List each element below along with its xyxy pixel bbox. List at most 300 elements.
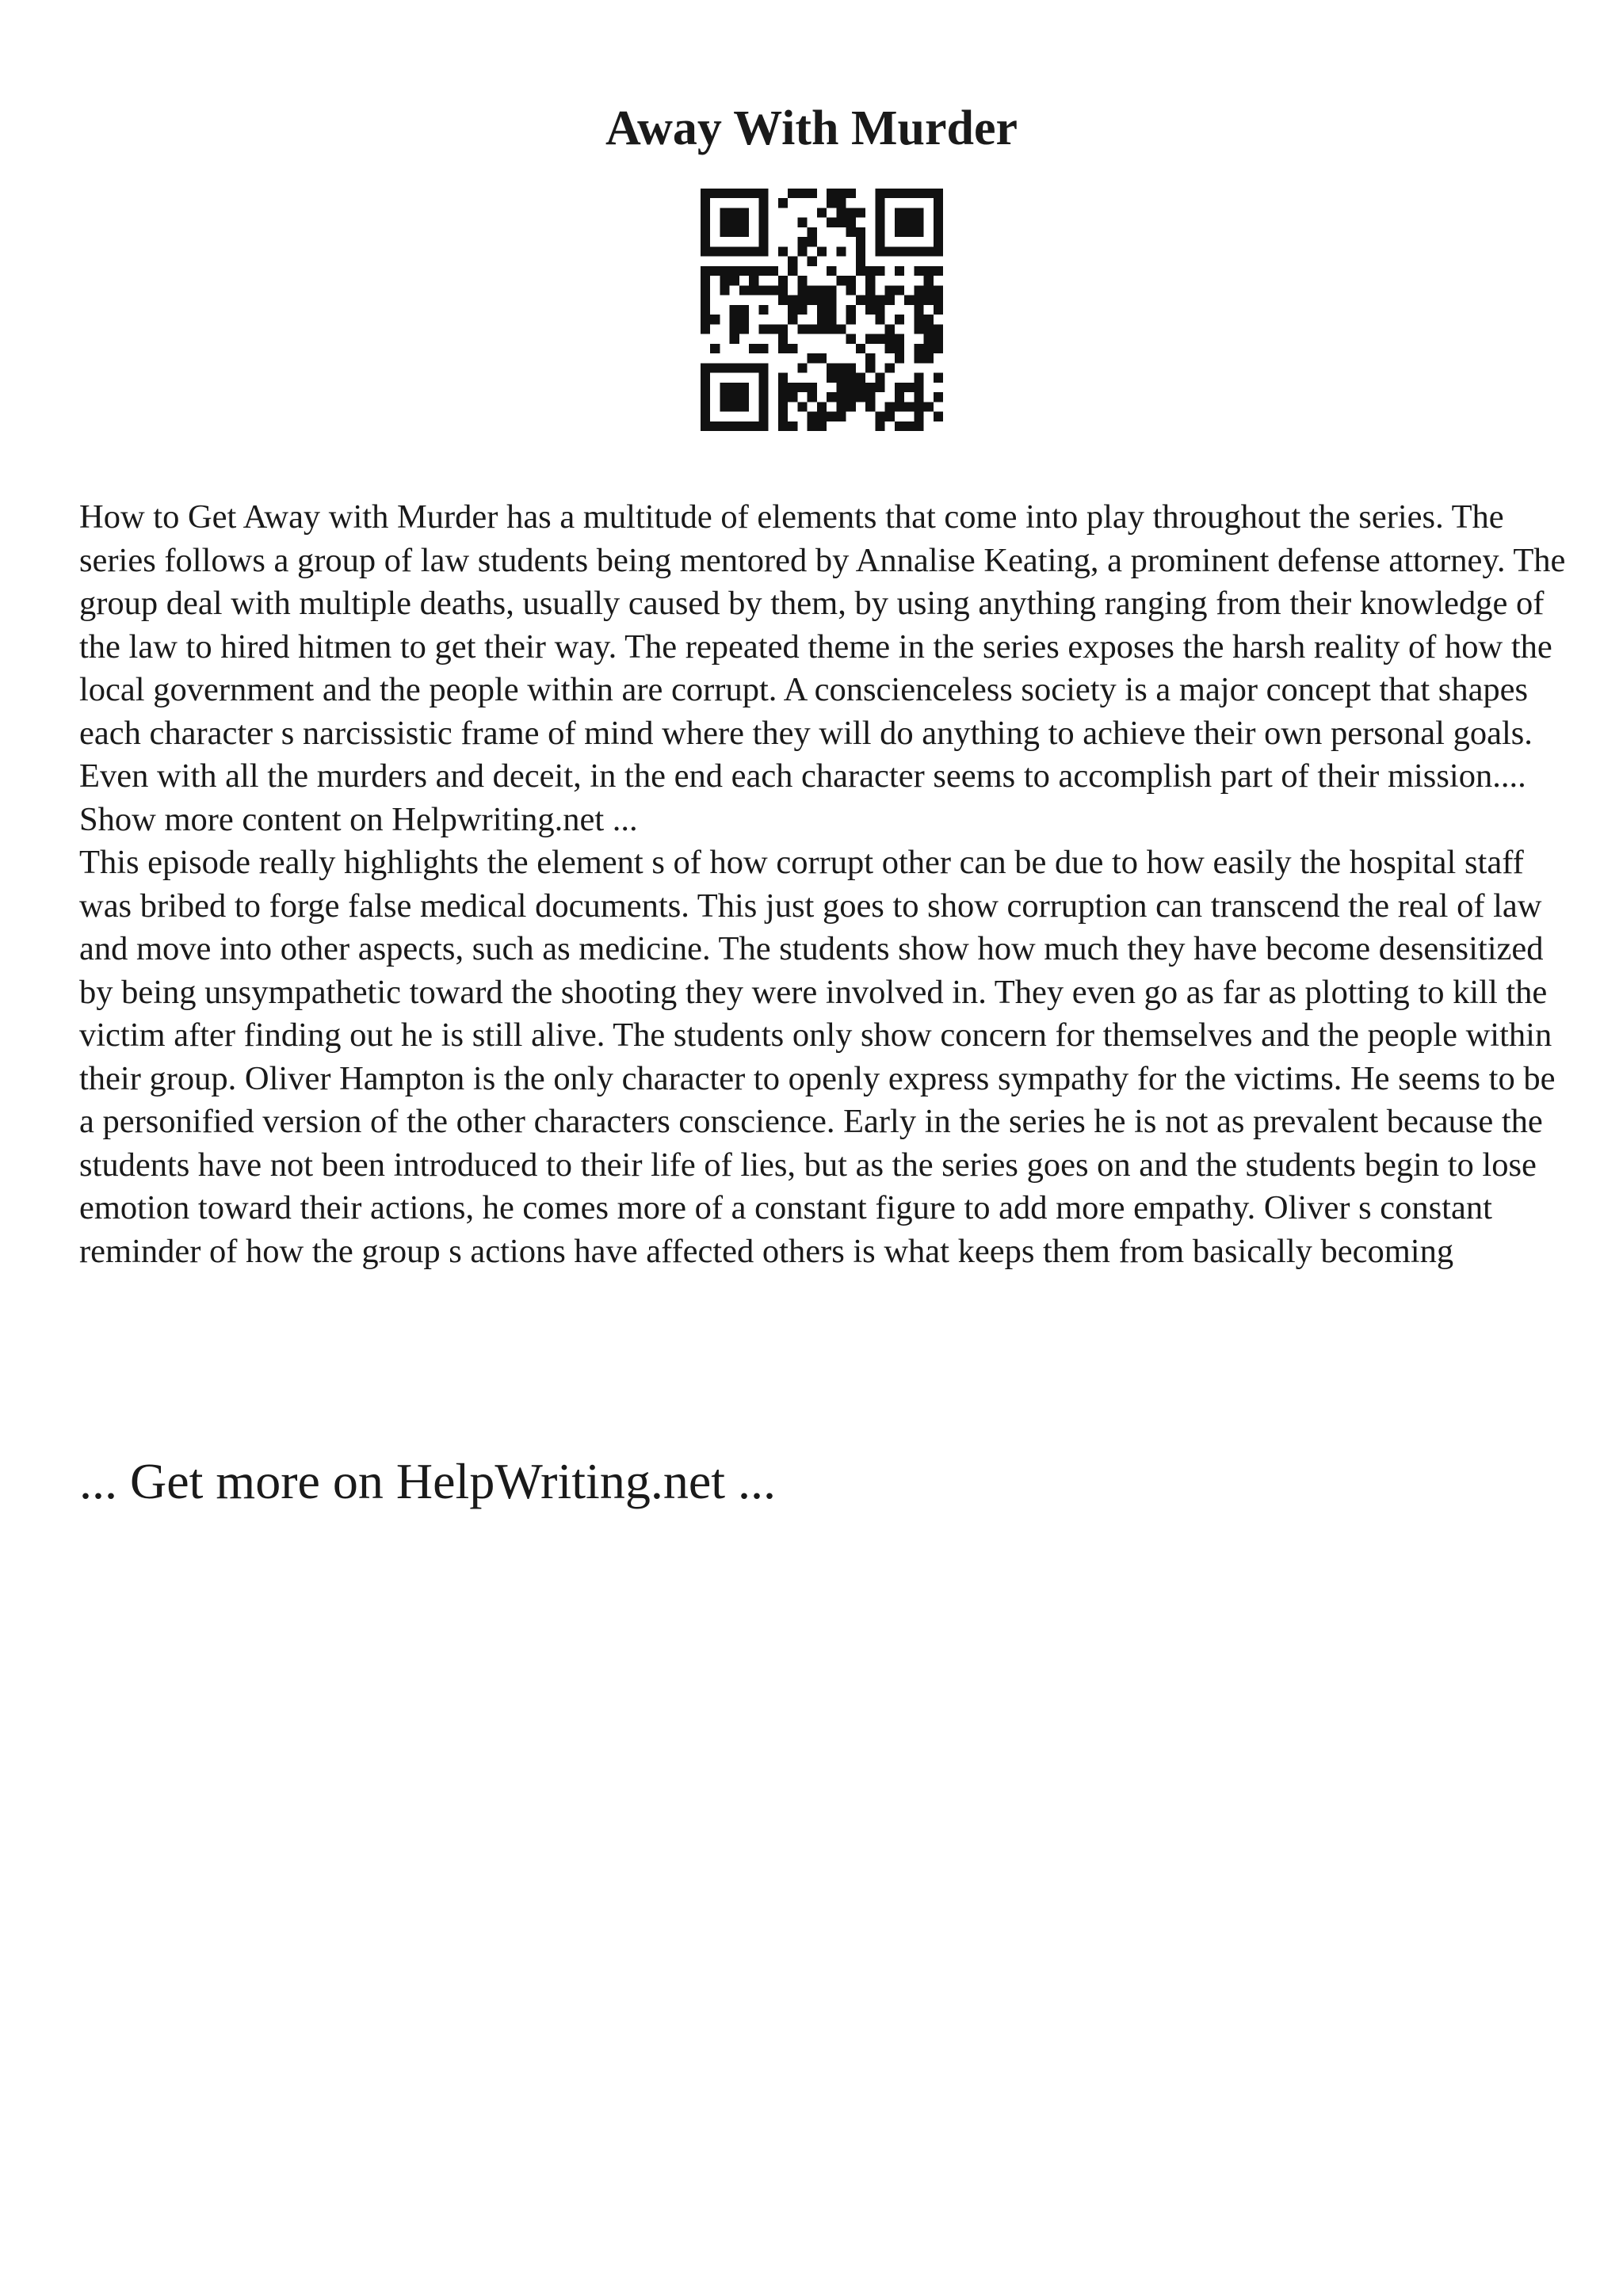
qr-module — [739, 421, 749, 431]
qr-module — [710, 246, 720, 256]
qr-module — [778, 198, 788, 208]
qr-module — [914, 266, 923, 276]
qr-module — [778, 373, 788, 383]
qr-module — [808, 237, 817, 246]
qr-module — [739, 363, 749, 372]
qr-module — [739, 246, 749, 256]
qr-module — [914, 392, 923, 402]
qr-module — [914, 285, 923, 295]
qr-module — [856, 344, 865, 353]
qr-module — [856, 296, 865, 305]
qr-module — [778, 421, 788, 431]
qr-module — [856, 373, 865, 383]
qr-module — [914, 412, 923, 421]
qr-module — [758, 324, 768, 334]
qr-module — [836, 412, 846, 421]
qr-module — [924, 324, 934, 334]
qr-module — [914, 246, 923, 256]
qr-module — [846, 276, 856, 285]
qr-module — [875, 296, 884, 305]
qr-module — [701, 392, 710, 402]
qr-module — [885, 412, 895, 421]
qr-module — [924, 353, 934, 363]
qr-module — [817, 246, 827, 256]
qr-module — [904, 402, 914, 411]
qr-module — [797, 363, 807, 372]
qr-module — [865, 305, 875, 315]
qr-module — [701, 266, 710, 276]
qr-module — [749, 421, 758, 431]
qr-module — [865, 363, 875, 372]
qr-module — [856, 208, 865, 217]
qr-module — [788, 315, 797, 324]
qr-module — [895, 383, 904, 392]
qr-module — [914, 383, 923, 392]
qr-module — [924, 315, 934, 324]
qr-module — [914, 218, 923, 227]
qr-module — [914, 305, 923, 315]
qr-module — [836, 218, 846, 227]
qr-module — [778, 296, 788, 305]
qr-module — [875, 237, 884, 246]
qr-module — [846, 189, 856, 198]
qr-module — [778, 285, 788, 295]
qr-module — [720, 383, 729, 392]
qr-module — [846, 315, 856, 324]
qr-module — [846, 402, 856, 411]
qr-module — [895, 334, 904, 344]
qr-module — [875, 334, 884, 344]
qr-module — [885, 334, 895, 344]
qr-module — [701, 237, 710, 246]
qr-module — [739, 218, 749, 227]
qr-module — [808, 257, 817, 266]
qr-module — [739, 315, 749, 324]
qr-module — [797, 285, 807, 295]
qr-module — [730, 276, 739, 285]
qr-module — [758, 392, 768, 402]
qr-module — [730, 246, 739, 256]
qr-module — [797, 383, 807, 392]
qr-module — [875, 266, 884, 276]
document-title: Away With Murder — [605, 101, 1018, 155]
qr-module — [808, 324, 817, 334]
qr-module — [875, 227, 884, 237]
qr-module — [914, 208, 923, 217]
qr-module — [914, 227, 923, 237]
qr-module — [827, 324, 836, 334]
qr-module — [895, 392, 904, 402]
qr-module — [730, 189, 739, 198]
qr-module — [895, 421, 904, 431]
qr-module — [924, 266, 934, 276]
qr-module — [797, 296, 807, 305]
qr-module — [758, 305, 768, 315]
qr-module — [836, 392, 846, 402]
qr-module — [865, 402, 875, 411]
qr-module — [934, 237, 943, 246]
qr-module — [749, 363, 758, 372]
qr-module — [895, 218, 904, 227]
qr-module — [924, 246, 934, 256]
qr-module — [934, 373, 943, 383]
qr-module — [817, 402, 827, 411]
qr-module — [730, 363, 739, 372]
qr-module — [827, 296, 836, 305]
qr-module — [788, 383, 797, 392]
qr-module — [865, 334, 875, 344]
qr-module — [808, 421, 817, 431]
qr-module — [934, 412, 943, 421]
qr-module — [788, 257, 797, 266]
qr-module — [758, 266, 768, 276]
qr-module — [739, 189, 749, 198]
qr-module — [934, 305, 943, 315]
qr-module — [904, 227, 914, 237]
qr-module — [865, 392, 875, 402]
qr-module — [797, 218, 807, 227]
qr-module — [808, 296, 817, 305]
qr-module — [817, 285, 827, 295]
qr-module — [836, 383, 846, 392]
qr-module — [895, 285, 904, 295]
qr-module — [885, 344, 895, 353]
qr-module — [730, 218, 739, 227]
qr-module — [875, 315, 884, 324]
qr-module — [739, 324, 749, 334]
qr-module — [758, 237, 768, 246]
qr-module — [739, 285, 749, 295]
qr-module — [817, 353, 827, 363]
qr-module — [730, 392, 739, 402]
qr-module — [701, 421, 710, 431]
qr-module — [904, 383, 914, 392]
qr-module — [808, 227, 817, 237]
qr-module — [797, 237, 807, 246]
qr-module — [749, 285, 758, 295]
qr-module — [934, 285, 943, 295]
qr-module — [865, 353, 875, 363]
qr-module — [788, 344, 797, 353]
qr-module — [827, 189, 836, 198]
qr-module — [817, 296, 827, 305]
qr-module — [875, 383, 884, 392]
qr-module — [924, 334, 934, 344]
qr-module — [739, 402, 749, 411]
qr-module — [914, 189, 923, 198]
qr-module — [730, 305, 739, 315]
qr-module — [924, 189, 934, 198]
qr-module — [720, 189, 729, 198]
qr-module — [836, 402, 846, 411]
qr-module — [720, 285, 729, 295]
qr-module — [701, 383, 710, 392]
qr-module — [749, 189, 758, 198]
qr-module — [895, 344, 904, 353]
qr-module — [895, 227, 904, 237]
qr-module — [895, 246, 904, 256]
qr-module — [808, 383, 817, 392]
qr-module — [701, 305, 710, 315]
qr-module — [808, 392, 817, 402]
get-more-link[interactable]: ... Get more on HelpWriting.net ... — [79, 1453, 776, 1509]
qr-module — [758, 402, 768, 411]
qr-module — [720, 392, 729, 402]
qr-module — [817, 208, 827, 217]
qr-module — [788, 392, 797, 402]
qr-module — [730, 324, 739, 334]
qr-module — [885, 246, 895, 256]
qr-module — [730, 227, 739, 237]
qr-module — [710, 315, 720, 324]
qr-module — [875, 421, 884, 431]
qr-module — [904, 421, 914, 431]
qr-module — [758, 373, 768, 383]
qr-module — [827, 363, 836, 372]
qr-module — [720, 218, 729, 227]
qr-module — [895, 315, 904, 324]
qr-module — [856, 237, 865, 246]
qr-module — [797, 246, 807, 256]
qr-module — [904, 208, 914, 217]
qr-module — [758, 218, 768, 227]
qr-module — [846, 373, 856, 383]
qr-module — [924, 296, 934, 305]
qr-module — [758, 208, 768, 217]
qr-module — [934, 324, 943, 334]
qr-module — [856, 257, 865, 266]
qr-module — [778, 412, 788, 421]
qr-module — [865, 296, 875, 305]
qr-module — [749, 344, 758, 353]
qr-module — [778, 246, 788, 256]
qr-module — [730, 208, 739, 217]
qr-module — [730, 334, 739, 344]
qr-module — [797, 402, 807, 411]
qr-module — [758, 198, 768, 208]
qr-module — [934, 218, 943, 227]
qr-module — [865, 383, 875, 392]
qr-module — [778, 383, 788, 392]
qr-module — [865, 266, 875, 276]
qr-module — [701, 315, 710, 324]
qr-module — [846, 383, 856, 392]
qr-module — [827, 266, 836, 276]
qr-module — [856, 266, 865, 276]
qr-module — [836, 198, 846, 208]
qr-module — [904, 246, 914, 256]
qr-module — [788, 266, 797, 276]
qr-module — [788, 189, 797, 198]
paragraph-1: How to Get Away with Murder has a multitude of elements that come into play throughout the series. The series follows a group of law students being mentored by Annalise Keating, a prominent defense attorney. The group deal with multiple deaths, usually caused by them, by using anything ranging from their knowledge of the law to hired hitmen to get their way. The repeated theme in the series exposes the harsh reality of how the local government and the people within are corrupt. A conscienceless society is a major concept that shapes each character s narcissistic frame of mind where they will do anything to achieve their own personal goals. Even with all the murders and deceit, in the end each character seems to accomplish part of their mission.... Show more content on Helpwriting.net ... — [79, 498, 1566, 838]
qr-module — [720, 402, 729, 411]
qr-module — [710, 266, 720, 276]
qr-module — [720, 421, 729, 431]
qr-module — [827, 198, 836, 208]
qr-module — [758, 246, 768, 256]
qr-module — [904, 296, 914, 305]
qr-module — [846, 285, 856, 295]
qr-module — [885, 402, 895, 411]
qr-module — [827, 285, 836, 295]
qr-module — [758, 363, 768, 372]
qr-module — [875, 246, 884, 256]
qr-module — [730, 421, 739, 431]
qr-module — [856, 383, 865, 392]
qr-module — [836, 373, 846, 383]
qr-module — [701, 402, 710, 411]
qr-module — [710, 344, 720, 353]
qr-module — [914, 296, 923, 305]
qr-module — [710, 363, 720, 372]
qr-module — [846, 392, 856, 402]
qr-module — [846, 227, 856, 237]
qr-module — [846, 363, 856, 372]
qr-module — [720, 266, 729, 276]
qr-module — [846, 218, 856, 227]
qr-module — [914, 402, 923, 411]
qr-module — [739, 383, 749, 392]
qr-module — [730, 315, 739, 324]
qr-module — [758, 285, 768, 295]
qr-module — [836, 276, 846, 285]
qr-module — [758, 421, 768, 431]
qr-module — [710, 421, 720, 431]
qr-module — [934, 334, 943, 344]
qr-module — [797, 305, 807, 315]
qr-module — [701, 208, 710, 217]
qr-module — [758, 412, 768, 421]
qr-module — [701, 324, 710, 334]
qr-module — [875, 218, 884, 227]
qr-module — [875, 198, 884, 208]
qr-module — [749, 266, 758, 276]
qr-module — [827, 373, 836, 383]
qr-module — [875, 208, 884, 217]
qr-module — [788, 296, 797, 305]
qr-module — [904, 218, 914, 227]
qr-module — [914, 421, 923, 431]
qr-module — [817, 412, 827, 421]
qr-module — [778, 324, 788, 334]
qr-module — [758, 344, 768, 353]
qr-module — [885, 285, 895, 295]
qr-module — [701, 373, 710, 383]
qr-module — [934, 246, 943, 256]
qr-module — [914, 315, 923, 324]
qr-module — [934, 392, 943, 402]
qr-module — [895, 189, 904, 198]
qr-module — [914, 324, 923, 334]
qr-module — [788, 421, 797, 431]
qr-module — [778, 334, 788, 344]
qr-module — [701, 198, 710, 208]
qr-module — [836, 324, 846, 334]
qr-module — [836, 246, 846, 256]
qr-module — [914, 373, 923, 383]
qr-module — [797, 189, 807, 198]
qr-module — [827, 412, 836, 421]
qr-module — [730, 402, 739, 411]
qr-module — [797, 276, 807, 285]
qr-module — [817, 421, 827, 431]
qr-module — [846, 334, 856, 344]
qr-module — [720, 363, 729, 372]
qr-module — [701, 285, 710, 295]
qr-module — [788, 305, 797, 315]
qr-module — [808, 353, 817, 363]
qr-module — [808, 189, 817, 198]
qr-module — [730, 383, 739, 392]
qr-module — [904, 189, 914, 198]
qr-module — [720, 227, 729, 237]
qr-module — [710, 189, 720, 198]
qr-module — [701, 246, 710, 256]
qr-module — [769, 324, 778, 334]
qr-module — [739, 266, 749, 276]
qr-module — [720, 276, 729, 285]
qr-module — [895, 353, 904, 363]
qr-module — [875, 305, 884, 315]
qr-code-graphic — [701, 189, 943, 431]
qr-module — [895, 266, 904, 276]
qr-module — [856, 392, 865, 402]
qr-module — [797, 324, 807, 334]
qr-module — [827, 315, 836, 324]
qr-module — [924, 402, 934, 411]
qr-module — [701, 363, 710, 372]
qr-module — [856, 227, 865, 237]
qr-module — [769, 285, 778, 295]
qr-module — [924, 285, 934, 295]
qr-module — [720, 246, 729, 256]
qr-module — [836, 363, 846, 372]
qr-code-icon — [701, 189, 943, 431]
paragraph-2: This episode really highlights the element s of how corrupt other can be due to how easily the hospital staff was bribed to forge false medical documents. This just goes to show corruption can transcend the real of law and move into other aspects, such as medicine. The students show how much they have become desensitized by being unsympathetic toward the shooting they were involved in. They even go as far as plotting to kill the victim after finding out he is still alive. The students only show concern for themselves and the people within their group. Oliver Hampton is the only character to openly express sympathy for the victims. He seems to be a personified version of the other characters conscience. Early in the series he is not as prevalent because the students have not been introduced to their life of lies, but as the series goes on and the students begin to lose emotion toward their actions, he comes more of a constant figure to add more empathy. Oliver s constant reminder of how the group s actions have affected others is what keeps them from basically becoming — [79, 844, 1556, 1270]
qr-module — [895, 402, 904, 411]
qr-module — [817, 324, 827, 334]
qr-module — [701, 227, 710, 237]
qr-module — [934, 208, 943, 217]
qr-module — [739, 305, 749, 315]
qr-module — [865, 285, 875, 295]
article-body — [79, 496, 1569, 1273]
qr-module — [914, 344, 923, 353]
qr-module — [817, 315, 827, 324]
qr-module — [875, 412, 884, 421]
qr-module — [808, 285, 817, 295]
qr-module — [934, 198, 943, 208]
qr-module — [856, 246, 865, 256]
qr-module — [885, 296, 895, 305]
qr-module — [836, 208, 846, 217]
qr-module — [808, 412, 817, 421]
qr-module — [701, 189, 710, 198]
qr-module — [758, 383, 768, 392]
qr-module — [730, 266, 739, 276]
qr-module — [934, 266, 943, 276]
qr-module — [701, 218, 710, 227]
qr-module — [924, 344, 934, 353]
qr-module — [817, 305, 827, 315]
qr-module — [701, 412, 710, 421]
qr-module — [885, 324, 895, 334]
qr-module — [739, 208, 749, 217]
qr-module — [778, 392, 788, 402]
qr-module — [701, 276, 710, 285]
qr-module — [836, 189, 846, 198]
qr-module — [865, 276, 875, 285]
